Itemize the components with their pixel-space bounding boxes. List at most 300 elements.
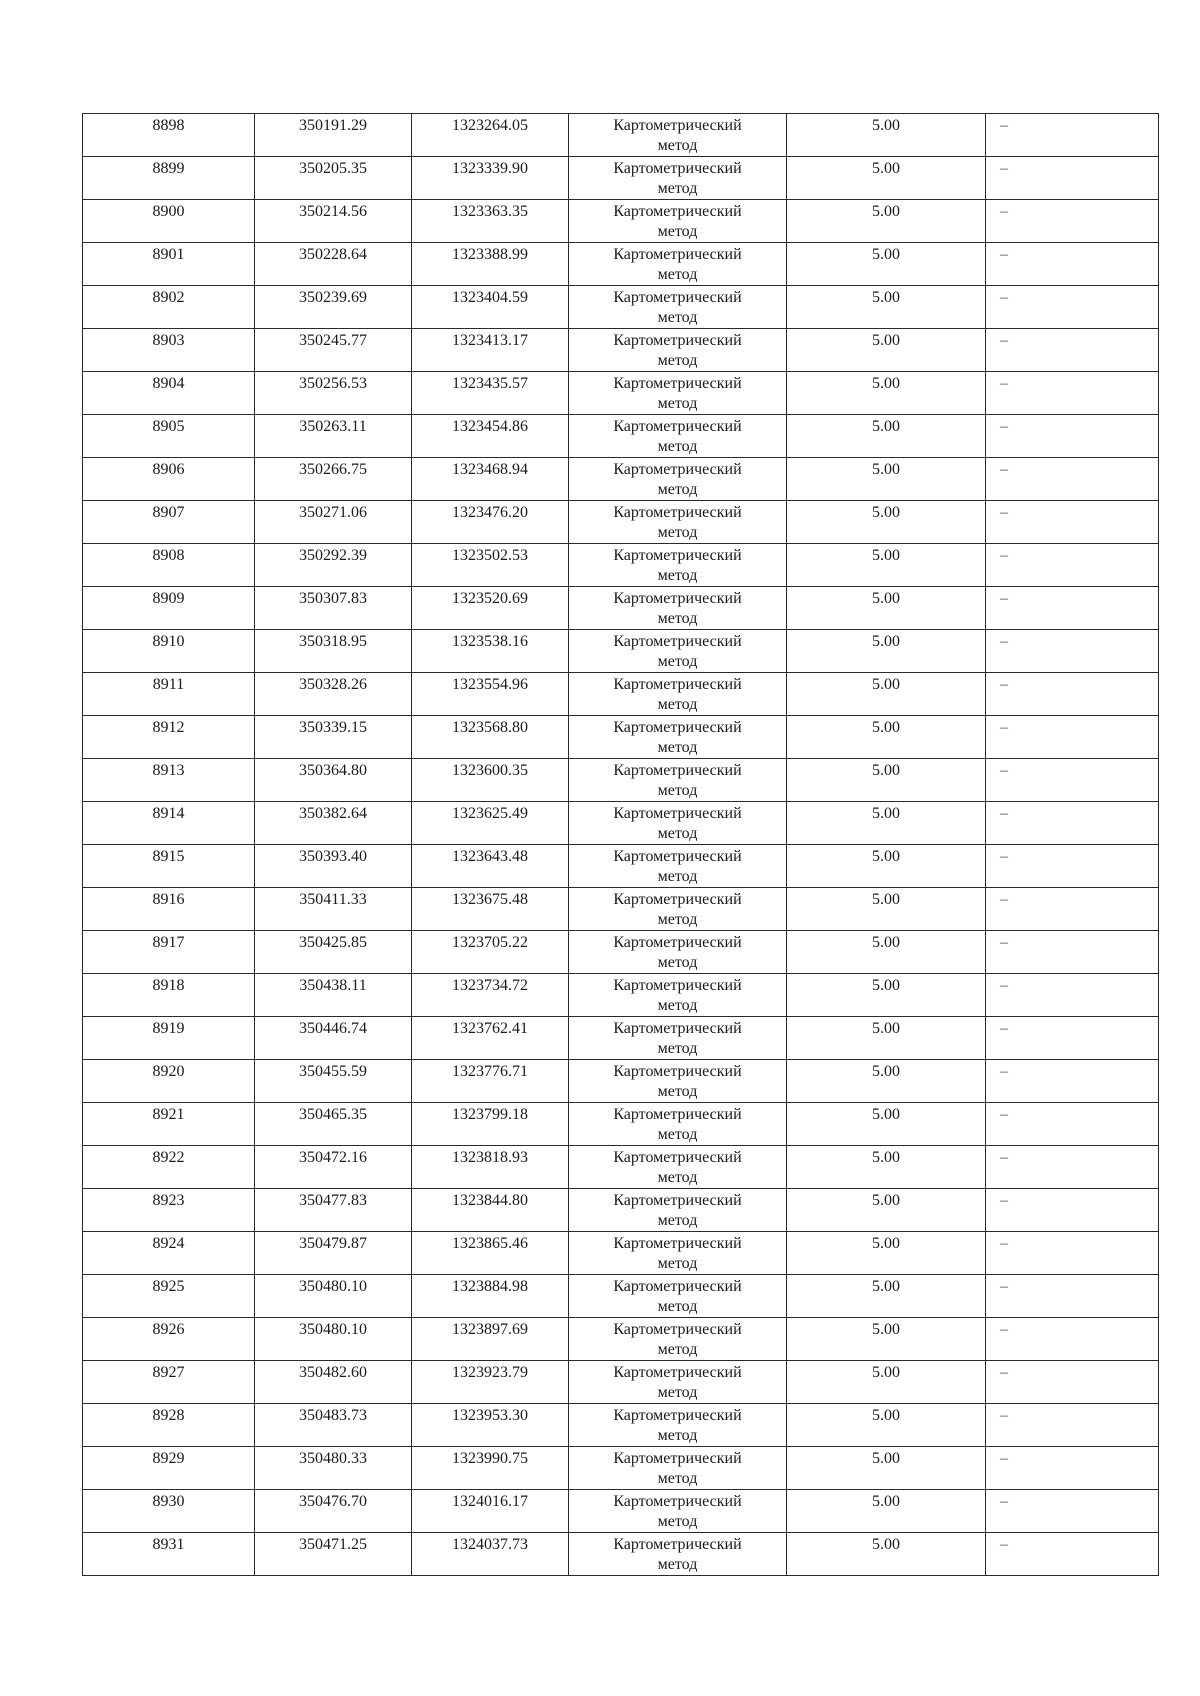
note-cell: – xyxy=(986,888,1159,931)
accuracy-cell: 5.00 xyxy=(787,1490,986,1533)
table-row xyxy=(83,888,1159,931)
y-coordinate-cell: 1323435.57 xyxy=(412,372,569,415)
point-number-cell: 8926 xyxy=(83,1318,255,1361)
point-number-cell: 8907 xyxy=(83,501,255,544)
y-coordinate-cell: 1323675.48 xyxy=(412,888,569,931)
accuracy-cell: 5.00 xyxy=(787,329,986,372)
method-text: Картометрический xyxy=(613,1106,742,1123)
method-cell xyxy=(569,716,787,759)
accuracy-cell: 5.00 xyxy=(787,200,986,243)
method-text: метод xyxy=(657,352,698,369)
y-coordinate-cell: 1323568.80 xyxy=(412,716,569,759)
method-text: Картометрический xyxy=(613,1493,742,1510)
method-text: Картометрический xyxy=(613,117,742,134)
method-text: Картометрический xyxy=(613,289,742,306)
method-text: Картометрический xyxy=(613,418,742,435)
table-row xyxy=(83,1404,1159,1447)
y-coordinate-cell: 1323897.69 xyxy=(412,1318,569,1361)
note-cell: – xyxy=(986,1533,1159,1576)
method-cell xyxy=(569,802,787,845)
x-coordinate-cell: 350480.10 xyxy=(255,1275,412,1318)
x-coordinate-cell: 350472.16 xyxy=(255,1146,412,1189)
accuracy-cell: 5.00 xyxy=(787,1275,986,1318)
accuracy-cell: 5.00 xyxy=(787,1318,986,1361)
y-coordinate-cell: 1323734.72 xyxy=(412,974,569,1017)
note-cell: – xyxy=(986,1275,1159,1318)
y-coordinate-cell: 1323884.98 xyxy=(412,1275,569,1318)
method-cell xyxy=(569,1103,787,1146)
method-text: Картометрический xyxy=(613,1149,742,1166)
x-coordinate-cell: 350205.35 xyxy=(255,157,412,200)
y-coordinate-cell: 1323538.16 xyxy=(412,630,569,673)
method-text: метод xyxy=(657,1513,698,1530)
y-coordinate-cell: 1324037.73 xyxy=(412,1533,569,1576)
table-row xyxy=(83,759,1159,802)
method-cell xyxy=(569,1189,787,1232)
accuracy-cell: 5.00 xyxy=(787,1404,986,1447)
accuracy-cell: 5.00 xyxy=(787,458,986,501)
method-cell xyxy=(569,845,787,888)
method-cell xyxy=(569,1404,787,1447)
note-cell: – xyxy=(986,845,1159,888)
y-coordinate-cell: 1323413.17 xyxy=(412,329,569,372)
point-number-cell: 8913 xyxy=(83,759,255,802)
point-number-cell: 8924 xyxy=(83,1232,255,1275)
method-text: Картометрический xyxy=(613,977,742,994)
method-text: метод xyxy=(657,868,698,885)
point-number-cell: 8905 xyxy=(83,415,255,458)
table-row xyxy=(83,372,1159,415)
note-cell: – xyxy=(986,1361,1159,1404)
table-row xyxy=(83,716,1159,759)
note-cell: – xyxy=(986,501,1159,544)
method-text: Картометрический xyxy=(613,504,742,521)
note-cell: – xyxy=(986,802,1159,845)
x-coordinate-cell: 350328.26 xyxy=(255,673,412,716)
method-cell xyxy=(569,759,787,802)
x-coordinate-cell: 350307.83 xyxy=(255,587,412,630)
method-cell xyxy=(569,630,787,673)
point-number-cell: 8930 xyxy=(83,1490,255,1533)
method-text: метод xyxy=(657,911,698,928)
method-cell xyxy=(569,888,787,931)
note-cell: – xyxy=(986,243,1159,286)
method-text: Картометрический xyxy=(613,805,742,822)
method-cell xyxy=(569,1447,787,1490)
point-number-cell: 8921 xyxy=(83,1103,255,1146)
y-coordinate-cell: 1323865.46 xyxy=(412,1232,569,1275)
point-number-cell: 8900 xyxy=(83,200,255,243)
method-cell xyxy=(569,329,787,372)
coordinates-table xyxy=(82,113,1159,1576)
note-cell: – xyxy=(986,931,1159,974)
method-text: метод xyxy=(657,223,698,240)
method-text: Картометрический xyxy=(613,246,742,263)
method-cell xyxy=(569,1060,787,1103)
y-coordinate-cell: 1323468.94 xyxy=(412,458,569,501)
note-cell: – xyxy=(986,1103,1159,1146)
method-text: метод xyxy=(657,1556,698,1573)
point-number-cell: 8928 xyxy=(83,1404,255,1447)
x-coordinate-cell: 350411.33 xyxy=(255,888,412,931)
method-text: Картометрический xyxy=(613,719,742,736)
accuracy-cell: 5.00 xyxy=(787,1017,986,1060)
y-coordinate-cell: 1323404.59 xyxy=(412,286,569,329)
note-cell: – xyxy=(986,759,1159,802)
accuracy-cell: 5.00 xyxy=(787,1060,986,1103)
accuracy-cell: 5.00 xyxy=(787,630,986,673)
method-text: Картометрический xyxy=(613,1063,742,1080)
method-cell xyxy=(569,1490,787,1533)
table-row xyxy=(83,1318,1159,1361)
method-cell xyxy=(569,372,787,415)
point-number-cell: 8904 xyxy=(83,372,255,415)
accuracy-cell: 5.00 xyxy=(787,802,986,845)
accuracy-cell: 5.00 xyxy=(787,673,986,716)
x-coordinate-cell: 350292.39 xyxy=(255,544,412,587)
table-row xyxy=(83,845,1159,888)
point-number-cell: 8917 xyxy=(83,931,255,974)
method-text: метод xyxy=(657,954,698,971)
x-coordinate-cell: 350393.40 xyxy=(255,845,412,888)
table-row xyxy=(83,1533,1159,1576)
accuracy-cell: 5.00 xyxy=(787,157,986,200)
x-coordinate-cell: 350239.69 xyxy=(255,286,412,329)
method-text: Картометрический xyxy=(613,1536,742,1553)
point-number-cell: 8911 xyxy=(83,673,255,716)
accuracy-cell: 5.00 xyxy=(787,845,986,888)
method-cell xyxy=(569,974,787,1017)
method-text: Картометрический xyxy=(613,1278,742,1295)
note-cell: – xyxy=(986,1146,1159,1189)
x-coordinate-cell: 350465.35 xyxy=(255,1103,412,1146)
x-coordinate-cell: 350339.15 xyxy=(255,716,412,759)
y-coordinate-cell: 1323476.20 xyxy=(412,501,569,544)
accuracy-cell: 5.00 xyxy=(787,587,986,630)
table-row xyxy=(83,286,1159,329)
method-text: Картометрический xyxy=(613,160,742,177)
method-text: метод xyxy=(657,180,698,197)
method-text: метод xyxy=(657,653,698,670)
point-number-cell: 8914 xyxy=(83,802,255,845)
accuracy-cell: 5.00 xyxy=(787,1146,986,1189)
table-row xyxy=(83,974,1159,1017)
method-text: метод xyxy=(657,825,698,842)
accuracy-cell: 5.00 xyxy=(787,544,986,587)
method-text: Картометрический xyxy=(613,1321,742,1338)
note-cell: – xyxy=(986,200,1159,243)
point-number-cell: 8931 xyxy=(83,1533,255,1576)
x-coordinate-cell: 350263.11 xyxy=(255,415,412,458)
table-row xyxy=(83,587,1159,630)
table-row xyxy=(83,1017,1159,1060)
x-coordinate-cell: 350477.83 xyxy=(255,1189,412,1232)
point-number-cell: 8908 xyxy=(83,544,255,587)
method-cell xyxy=(569,114,787,157)
table-row xyxy=(83,1146,1159,1189)
y-coordinate-cell: 1323705.22 xyxy=(412,931,569,974)
method-cell xyxy=(569,501,787,544)
method-text: Картометрический xyxy=(613,1364,742,1381)
point-number-cell: 8923 xyxy=(83,1189,255,1232)
point-number-cell: 8899 xyxy=(83,157,255,200)
point-number-cell: 8922 xyxy=(83,1146,255,1189)
y-coordinate-cell: 1323520.69 xyxy=(412,587,569,630)
table-row xyxy=(83,1189,1159,1232)
point-number-cell: 8925 xyxy=(83,1275,255,1318)
table-row xyxy=(83,501,1159,544)
accuracy-cell: 5.00 xyxy=(787,716,986,759)
note-cell: – xyxy=(986,716,1159,759)
y-coordinate-cell: 1323990.75 xyxy=(412,1447,569,1490)
y-coordinate-cell: 1323554.96 xyxy=(412,673,569,716)
method-cell xyxy=(569,587,787,630)
note-cell: – xyxy=(986,329,1159,372)
x-coordinate-cell: 350482.60 xyxy=(255,1361,412,1404)
table-row xyxy=(83,673,1159,716)
x-coordinate-cell: 350425.85 xyxy=(255,931,412,974)
point-number-cell: 8927 xyxy=(83,1361,255,1404)
method-text: метод xyxy=(657,1212,698,1229)
method-cell xyxy=(569,673,787,716)
method-cell xyxy=(569,931,787,974)
accuracy-cell: 5.00 xyxy=(787,372,986,415)
method-text: метод xyxy=(657,696,698,713)
x-coordinate-cell: 350471.25 xyxy=(255,1533,412,1576)
table-row xyxy=(83,1232,1159,1275)
point-number-cell: 8912 xyxy=(83,716,255,759)
method-cell xyxy=(569,286,787,329)
method-text: Картометрический xyxy=(613,203,742,220)
x-coordinate-cell: 350318.95 xyxy=(255,630,412,673)
method-text: метод xyxy=(657,481,698,498)
point-number-cell: 8929 xyxy=(83,1447,255,1490)
method-text: метод xyxy=(657,1126,698,1143)
method-cell xyxy=(569,1017,787,1060)
note-cell: – xyxy=(986,587,1159,630)
method-text: Картометрический xyxy=(613,461,742,478)
method-text: метод xyxy=(657,1083,698,1100)
y-coordinate-cell: 1323776.71 xyxy=(412,1060,569,1103)
method-text: метод xyxy=(657,567,698,584)
method-text: метод xyxy=(657,266,698,283)
point-number-cell: 8920 xyxy=(83,1060,255,1103)
note-cell: – xyxy=(986,1404,1159,1447)
point-number-cell: 8919 xyxy=(83,1017,255,1060)
table-row xyxy=(83,1490,1159,1533)
x-coordinate-cell: 350364.80 xyxy=(255,759,412,802)
y-coordinate-cell: 1323643.48 xyxy=(412,845,569,888)
accuracy-cell: 5.00 xyxy=(787,114,986,157)
point-number-cell: 8909 xyxy=(83,587,255,630)
table-row xyxy=(83,1275,1159,1318)
note-cell: – xyxy=(986,286,1159,329)
note-cell: – xyxy=(986,372,1159,415)
method-text: метод xyxy=(657,1470,698,1487)
table-row xyxy=(83,630,1159,673)
method-cell xyxy=(569,1232,787,1275)
accuracy-cell: 5.00 xyxy=(787,1361,986,1404)
note-cell: – xyxy=(986,1232,1159,1275)
method-cell xyxy=(569,200,787,243)
x-coordinate-cell: 350476.70 xyxy=(255,1490,412,1533)
method-text: метод xyxy=(657,610,698,627)
method-text: метод xyxy=(657,782,698,799)
table-row xyxy=(83,200,1159,243)
method-cell xyxy=(569,415,787,458)
x-coordinate-cell: 350191.29 xyxy=(255,114,412,157)
y-coordinate-cell: 1323625.49 xyxy=(412,802,569,845)
point-number-cell: 8906 xyxy=(83,458,255,501)
table-row xyxy=(83,1447,1159,1490)
method-text: Картометрический xyxy=(613,1450,742,1467)
method-text: Картометрический xyxy=(613,676,742,693)
point-number-cell: 8898 xyxy=(83,114,255,157)
accuracy-cell: 5.00 xyxy=(787,1447,986,1490)
method-text: метод xyxy=(657,739,698,756)
method-text: Картометрический xyxy=(613,1020,742,1037)
y-coordinate-cell: 1323454.86 xyxy=(412,415,569,458)
note-cell: – xyxy=(986,1060,1159,1103)
method-text: метод xyxy=(657,1384,698,1401)
method-text: Картометрический xyxy=(613,1192,742,1209)
accuracy-cell: 5.00 xyxy=(787,1189,986,1232)
x-coordinate-cell: 350266.75 xyxy=(255,458,412,501)
note-cell: – xyxy=(986,1447,1159,1490)
y-coordinate-cell: 1323502.53 xyxy=(412,544,569,587)
x-coordinate-cell: 350256.53 xyxy=(255,372,412,415)
point-number-cell: 8901 xyxy=(83,243,255,286)
method-text: Картометрический xyxy=(613,633,742,650)
table-row xyxy=(83,243,1159,286)
method-text: метод xyxy=(657,1298,698,1315)
x-coordinate-cell: 350214.56 xyxy=(255,200,412,243)
accuracy-cell: 5.00 xyxy=(787,501,986,544)
method-text: Картометрический xyxy=(613,375,742,392)
method-cell xyxy=(569,1361,787,1404)
y-coordinate-cell: 1323363.35 xyxy=(412,200,569,243)
method-text: Картометрический xyxy=(613,848,742,865)
accuracy-cell: 5.00 xyxy=(787,1103,986,1146)
point-number-cell: 8916 xyxy=(83,888,255,931)
accuracy-cell: 5.00 xyxy=(787,974,986,1017)
y-coordinate-cell: 1323264.05 xyxy=(412,114,569,157)
point-number-cell: 8910 xyxy=(83,630,255,673)
method-text: метод xyxy=(657,438,698,455)
method-cell xyxy=(569,544,787,587)
note-cell: – xyxy=(986,1490,1159,1533)
method-text: метод xyxy=(657,524,698,541)
x-coordinate-cell: 350455.59 xyxy=(255,1060,412,1103)
point-number-cell: 8915 xyxy=(83,845,255,888)
method-cell xyxy=(569,157,787,200)
method-text: метод xyxy=(657,1040,698,1057)
x-coordinate-cell: 350271.06 xyxy=(255,501,412,544)
y-coordinate-cell: 1323339.90 xyxy=(412,157,569,200)
note-cell: – xyxy=(986,458,1159,501)
y-coordinate-cell: 1323388.99 xyxy=(412,243,569,286)
accuracy-cell: 5.00 xyxy=(787,1533,986,1576)
method-text: метод xyxy=(657,395,698,412)
table-row xyxy=(83,1103,1159,1146)
method-text: метод xyxy=(657,1427,698,1444)
method-text: Картометрический xyxy=(613,1407,742,1424)
table-row xyxy=(83,1060,1159,1103)
accuracy-cell: 5.00 xyxy=(787,415,986,458)
x-coordinate-cell: 350438.11 xyxy=(255,974,412,1017)
table-row xyxy=(83,329,1159,372)
y-coordinate-cell: 1323844.80 xyxy=(412,1189,569,1232)
method-text: Картометрический xyxy=(613,547,742,564)
accuracy-cell: 5.00 xyxy=(787,286,986,329)
accuracy-cell: 5.00 xyxy=(787,1232,986,1275)
method-text: Картометрический xyxy=(613,891,742,908)
method-cell xyxy=(569,1275,787,1318)
y-coordinate-cell: 1324016.17 xyxy=(412,1490,569,1533)
table-row xyxy=(83,931,1159,974)
x-coordinate-cell: 350245.77 xyxy=(255,329,412,372)
x-coordinate-cell: 350480.33 xyxy=(255,1447,412,1490)
accuracy-cell: 5.00 xyxy=(787,759,986,802)
accuracy-cell: 5.00 xyxy=(787,888,986,931)
y-coordinate-cell: 1323762.41 xyxy=(412,1017,569,1060)
note-cell: – xyxy=(986,974,1159,1017)
point-number-cell: 8902 xyxy=(83,286,255,329)
method-cell xyxy=(569,1146,787,1189)
method-text: метод xyxy=(657,1255,698,1272)
note-cell: – xyxy=(986,1189,1159,1232)
accuracy-cell: 5.00 xyxy=(787,243,986,286)
y-coordinate-cell: 1323799.18 xyxy=(412,1103,569,1146)
table-row xyxy=(83,544,1159,587)
x-coordinate-cell: 350480.10 xyxy=(255,1318,412,1361)
method-text: метод xyxy=(657,137,698,154)
note-cell: – xyxy=(986,114,1159,157)
point-number-cell: 8903 xyxy=(83,329,255,372)
method-text: Картометрический xyxy=(613,590,742,607)
table-row xyxy=(83,415,1159,458)
method-text: Картометрический xyxy=(613,332,742,349)
method-text: Картометрический xyxy=(613,934,742,951)
method-text: метод xyxy=(657,1169,698,1186)
method-text: метод xyxy=(657,997,698,1014)
y-coordinate-cell: 1323953.30 xyxy=(412,1404,569,1447)
table-row xyxy=(83,1361,1159,1404)
method-cell xyxy=(569,1533,787,1576)
x-coordinate-cell: 350228.64 xyxy=(255,243,412,286)
x-coordinate-cell: 350483.73 xyxy=(255,1404,412,1447)
note-cell: – xyxy=(986,1017,1159,1060)
note-cell: – xyxy=(986,157,1159,200)
note-cell: – xyxy=(986,415,1159,458)
note-cell: – xyxy=(986,1318,1159,1361)
note-cell: – xyxy=(986,630,1159,673)
table-row xyxy=(83,157,1159,200)
y-coordinate-cell: 1323600.35 xyxy=(412,759,569,802)
method-text: Картометрический xyxy=(613,1235,742,1252)
method-text: метод xyxy=(657,309,698,326)
method-cell xyxy=(569,243,787,286)
x-coordinate-cell: 350382.64 xyxy=(255,802,412,845)
method-cell xyxy=(569,1318,787,1361)
coordinates-table-body xyxy=(83,114,1159,1576)
note-cell: – xyxy=(986,673,1159,716)
x-coordinate-cell: 350479.87 xyxy=(255,1232,412,1275)
table-row xyxy=(83,458,1159,501)
method-text: Картометрический xyxy=(613,762,742,779)
y-coordinate-cell: 1323923.79 xyxy=(412,1361,569,1404)
accuracy-cell: 5.00 xyxy=(787,931,986,974)
